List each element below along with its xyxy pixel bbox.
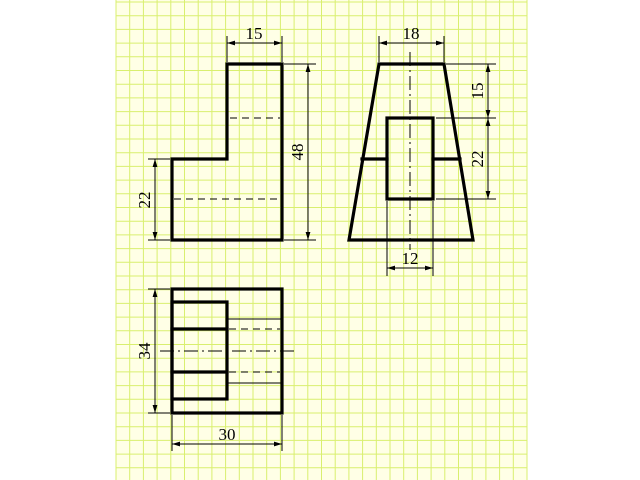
dim-top-width: 30	[218, 425, 236, 444]
dim-front-top-width: 15	[245, 24, 263, 43]
dim-top-depth: 34	[135, 342, 154, 360]
dim-side-top-width: 18	[402, 24, 420, 43]
dim-side-slot-width: 12	[401, 249, 419, 268]
dim-front-height: 48	[288, 143, 307, 161]
dim-side-upper-height: 15	[468, 82, 487, 100]
dim-front-step-height: 22	[135, 191, 154, 209]
dim-side-slot-height: 22	[468, 150, 487, 168]
